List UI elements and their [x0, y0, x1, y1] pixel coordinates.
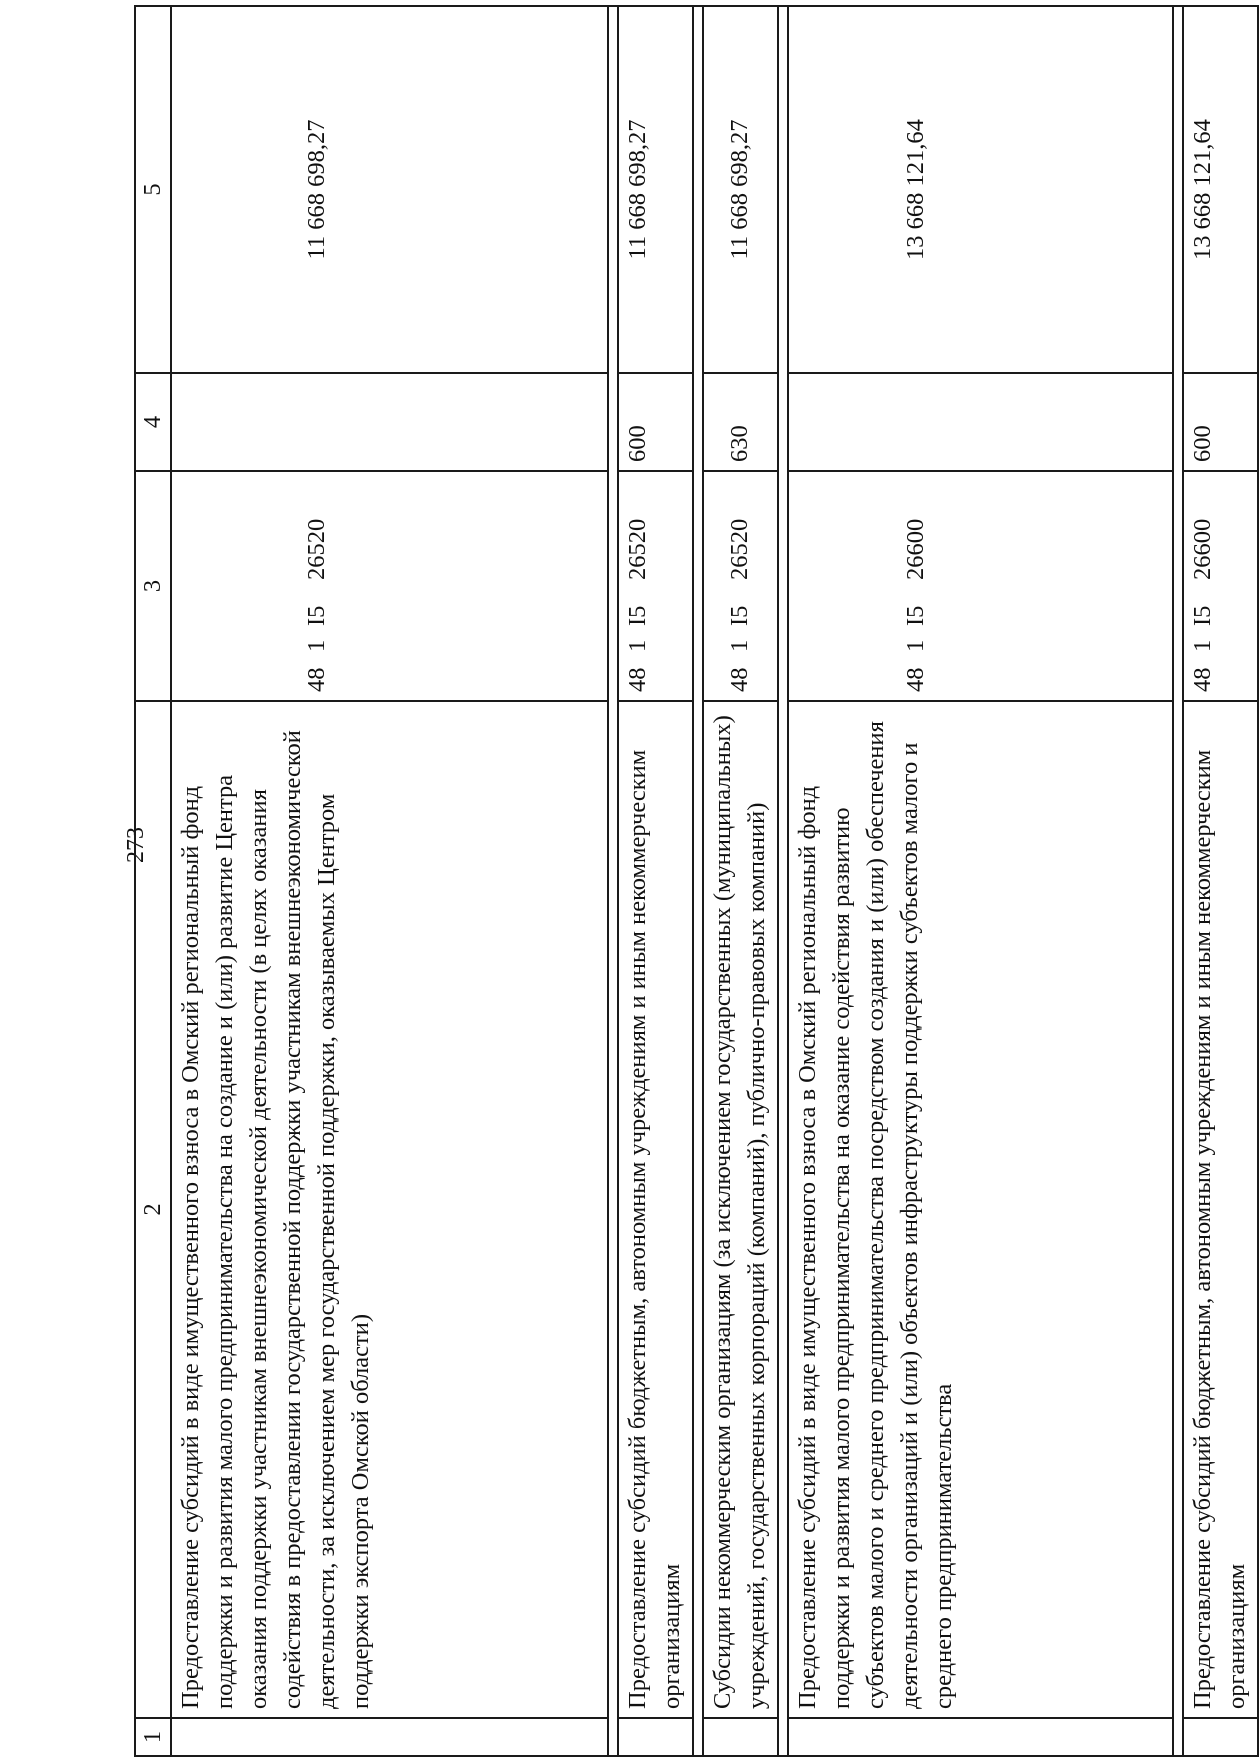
- code-part: I5: [1189, 605, 1216, 626]
- code-part: 48: [303, 667, 330, 692]
- table-row: [1183, 6, 1258, 1756]
- row-index-cell: [171, 1718, 608, 1756]
- row-index-cell: [1183, 1718, 1258, 1756]
- code-part: 26600: [1189, 518, 1216, 580]
- spacer-cell: [693, 6, 703, 1756]
- code-part: 48: [726, 667, 753, 692]
- amount-cell: 11 668 698,27: [618, 6, 693, 373]
- row-index-cell: [703, 1718, 778, 1756]
- code-part: 1: [902, 639, 929, 652]
- description-cell: Субсидии некоммерческим организациям (за исключением государственных (муниципальных) учреждений, государственных корпораций (компаний), публично-правовых компаний): [703, 701, 778, 1718]
- spacer-cell: [608, 6, 618, 1756]
- amount-cell: 11 668 698,27: [703, 6, 778, 373]
- description-cell: Предоставление субсидий в виде имущественного взноса в Омский региональный фонд поддержки и развития малого предпринимательства на оказание содействия развитию субъектов малого и среднего предпринимательства посредством создания и (или) обеспечения деятельности организаций и (или) объектов инфраструктуры поддержки субъектов малого и среднего предпринимательства: [788, 701, 1173, 1718]
- amount-cell: 13 668 121,64: [788, 6, 1173, 373]
- amount-cell: 11 668 698,27: [171, 6, 608, 373]
- code-part: 1: [1189, 639, 1216, 652]
- table-row: [618, 6, 693, 1756]
- code-part: I5: [726, 605, 753, 626]
- code-cell: [618, 471, 693, 701]
- code-cell: [171, 471, 608, 701]
- spacer-row: [693, 6, 703, 1756]
- code-part: 26600: [902, 518, 929, 580]
- spacer-row: [1173, 6, 1183, 1756]
- description-cell: Предоставление субсидий в виде имущественного взноса в Омский региональный фонд поддержки и развития малого предпринимательства на создание и (или) развитие Центра оказания поддержки участникам внешнеэкономической деятельности (в целях оказания содействия в предоставлении государственной поддержки участникам внешнеэкономической деятельности, за исключением мер государственной поддержки, оказываемых Центром поддержки экспорта Омской области): [171, 701, 608, 1718]
- code-cell: [788, 471, 1173, 701]
- header-col-5: 5: [135, 6, 171, 373]
- rotated-table-container: [134, 7, 1250, 1757]
- spacer-cell: [778, 6, 788, 1756]
- header-col-1: 1: [135, 1718, 171, 1756]
- code-part: 26520: [624, 518, 651, 580]
- spacer-cell: [1173, 6, 1183, 1756]
- code-part: 26520: [303, 518, 330, 580]
- code-part: I5: [902, 605, 929, 626]
- row-index-cell: [618, 1718, 693, 1756]
- type-cell: 600: [1183, 373, 1258, 471]
- header-col-2: 2: [135, 701, 171, 1718]
- spacer-row: [778, 6, 788, 1756]
- table-row: [703, 6, 778, 1756]
- table-row: [788, 6, 1173, 1756]
- spacer-row: [608, 6, 618, 1756]
- description-cell: Предоставление субсидий бюджетным, автономным учреждениям и иным некоммерческим организациям: [618, 701, 693, 1718]
- code-part: 48: [902, 667, 929, 692]
- description-cell: Предоставление субсидий бюджетным, автономным учреждениям и иным некоммерческим организациям: [1183, 701, 1258, 1718]
- code-part: I5: [624, 605, 651, 626]
- code-cell: [1183, 471, 1258, 701]
- code-part: 48: [1189, 667, 1216, 692]
- code-part: 1: [303, 639, 330, 652]
- code-part: 1: [726, 639, 753, 652]
- table-row: [171, 6, 608, 1756]
- header-row: [135, 6, 171, 1756]
- type-cell: [788, 373, 1173, 471]
- row-index-cell: [788, 1718, 1173, 1756]
- code-part: 1: [624, 639, 651, 652]
- header-col-4: 4: [135, 373, 171, 471]
- header-col-3: 3: [135, 471, 171, 701]
- code-part: 26520: [726, 518, 753, 580]
- budget-table: [134, 5, 1259, 1757]
- code-part: I5: [303, 605, 330, 626]
- code-part: 48: [624, 667, 651, 692]
- type-cell: 600: [618, 373, 693, 471]
- type-cell: 630: [703, 373, 778, 471]
- amount-cell: 13 668 121,64: [1183, 6, 1258, 373]
- type-cell: [171, 373, 608, 471]
- page-number: 273: [123, 827, 149, 863]
- code-cell: [703, 471, 778, 701]
